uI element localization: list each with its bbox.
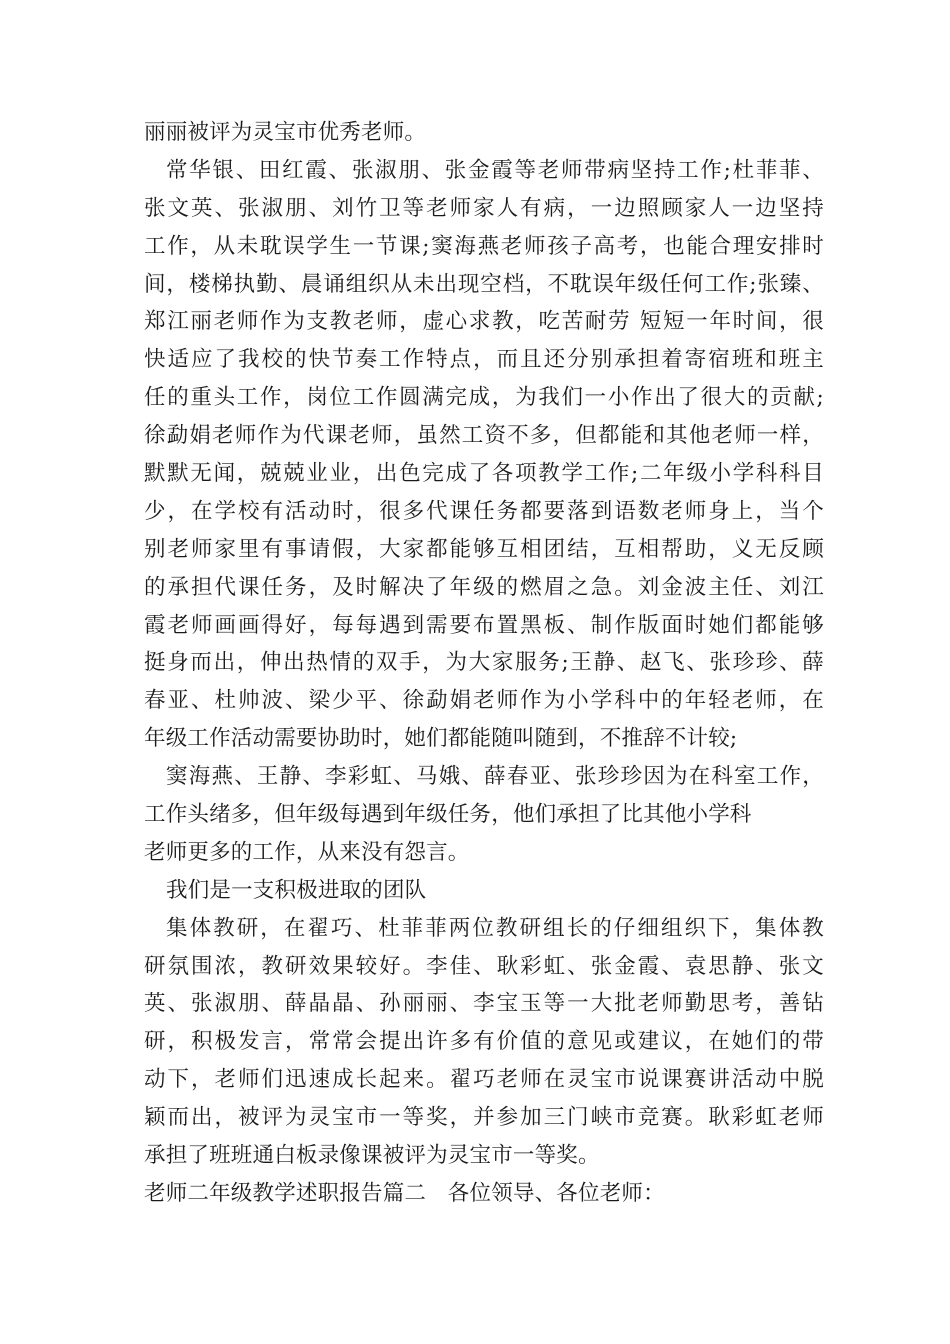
text-line: 郑江丽老师作为支教老师，虚心求教，吃苦耐劳 短短一年时间，很: [144, 309, 824, 335]
text-line: 工作头绪多，但年级每遇到年级任务，他们承担了比其他小学科: [144, 802, 752, 828]
text-line: 老师二年级教学述职报告篇二 各位领导、各位老师：: [144, 1180, 665, 1206]
text-line: 年级工作活动需要协助时，她们都能随叫随到，不推辞不计较;: [144, 726, 738, 752]
text-line: 承担了班班通白板录像课被评为灵宝市一等奖。: [144, 1143, 600, 1169]
text-line: 的承担代课任务，及时解决了年级的燃眉之急。刘金波主任、刘江: [144, 574, 824, 600]
text-line: 研氛围浓，教研效果较好。李佳、耿彩虹、张金霞、袁思静、张文: [144, 953, 824, 979]
text-line: 老师更多的工作，从来没有怨言。: [144, 839, 470, 865]
text-line: 徐勐娟老师作为代课老师，虽然工资不多，但都能和其他老师一样，: [144, 423, 824, 449]
text-line: 间，楼梯执勤、晨诵组织从未出现空档，不耽误年级任何工作;张臻、: [144, 271, 824, 297]
text-line: 我们是一支积极进取的团队: [166, 877, 427, 903]
text-line: 动下，老师们迅速成长起来。翟巧老师在灵宝市说课赛讲活动中脱: [144, 1067, 824, 1093]
text-line: 别老师家里有事请假，大家都能够互相团结，互相帮助，义无反顾: [144, 536, 824, 562]
text-line: 工作，从未耽误学生一节课;窦海燕老师孩子高考，也能合理安排时: [144, 233, 824, 259]
text-line: 霞老师画画得好，每每遇到需要布置黑板、制作版面时她们都能够: [144, 612, 824, 638]
text-line: 丽丽被评为灵宝市优秀老师。: [144, 120, 427, 145]
text-line: 张文英、张淑朋、刘竹卫等老师家人有病，一边照顾家人一边坚持: [144, 195, 824, 221]
text-line: 英、张淑朋、薛晶晶、孙丽丽、李宝玉等一大批老师勤思考，善钻: [144, 991, 824, 1017]
text-line: 挺身而出，伸出热情的双手，为大家服务;王静、赵飞、张珍珍、薛: [144, 650, 824, 676]
text-line: 常华银、田红霞、张淑朋、张金霞等老师带病坚持工作;杜菲菲、: [166, 157, 824, 183]
text-line: 任的重头工作，岗位工作圆满完成，为我们一小作出了很大的贡献;: [144, 385, 824, 411]
document-body: [144, 114, 824, 1213]
text-line: 少，在学校有活动时，很多代课任务都要落到语数老师身上，当个: [144, 498, 824, 524]
text-line: 春亚、杜帅波、梁少平、徐勐娟老师作为小学科中的年轻老师，在: [144, 688, 824, 714]
text-line: 颖而出，被评为灵宝市一等奖，并参加三门峡市竞赛。耿彩虹老师: [144, 1105, 824, 1131]
text-line: 窦海燕、王静、李彩虹、马娥、薛春亚、张珍珍因为在科室工作，: [166, 764, 824, 790]
text-line: 集体教研，在翟巧、杜菲菲两位教研组长的仔细组织下，集体教: [166, 915, 824, 941]
text-line: 快适应了我校的快节奏工作特点，而且还分别承担着寄宿班和班主: [144, 347, 824, 373]
text-line: 默默无闻，兢兢业业，出色完成了各项教学工作;二年级小学科科目: [144, 461, 824, 487]
text-line: 研，积极发言，常常会提出许多有价值的意见或建议，在她们的带: [144, 1029, 824, 1055]
